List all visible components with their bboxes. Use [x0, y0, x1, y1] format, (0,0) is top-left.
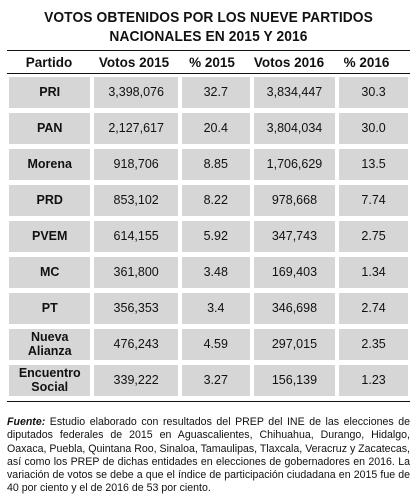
cell-party [9, 221, 90, 252]
party-name [37, 121, 62, 135]
party-name-line-2: Social [31, 380, 69, 394]
party-name-line-1: PRI [39, 85, 61, 99]
cell-votos-2016: 978,668 [254, 185, 335, 216]
cell-pct-2015: 3.4 [182, 293, 250, 324]
cell-party [9, 149, 90, 180]
table-body [7, 74, 410, 398]
table-row [7, 74, 410, 110]
cell-pct-2016: 2.74 [339, 293, 408, 324]
cell-pct-2015: 3.48 [182, 257, 250, 288]
party-name-line-1: PT [41, 301, 58, 315]
header-pct-2016: % 2016 [343, 54, 390, 70]
party-name-line-1: PAN [36, 121, 63, 135]
cell-votos-2015: 614,155 [94, 221, 177, 252]
table-row [7, 362, 410, 398]
cell-pct-2016: 2.35 [339, 329, 408, 360]
party-name-line-1: PVEM [32, 229, 68, 243]
table-row [7, 290, 410, 326]
cell-votos-2016: 169,403 [254, 257, 335, 288]
table-row [7, 326, 410, 362]
party-name-line-1: MC [40, 265, 60, 279]
cell-pct-2016: 2.75 [339, 221, 408, 252]
cell-votos-2015: 918,706 [94, 149, 177, 180]
table-row [7, 182, 410, 218]
cell-votos-2015: 2,127,617 [94, 113, 177, 144]
party-name [32, 229, 67, 243]
party-name [40, 265, 59, 279]
party-name-line-2: Alianza [27, 344, 72, 358]
cell-pct-2015: 3.27 [182, 365, 250, 396]
party-name [42, 301, 58, 315]
party-name [19, 366, 81, 394]
cell-party [9, 293, 90, 324]
cell-party [9, 77, 90, 108]
cell-votos-2016: 156,139 [254, 365, 335, 396]
header-votos-2015: Votos 2015 [98, 54, 170, 70]
cell-party [9, 113, 90, 144]
party-name-line-1: Encuentro [18, 366, 81, 380]
table-bottom-rule [7, 401, 410, 402]
party-name [28, 330, 72, 358]
cell-pct-2016: 1.23 [339, 365, 408, 396]
table-row [7, 146, 410, 182]
cell-votos-2016: 347,743 [254, 221, 335, 252]
cell-votos-2016: 3,804,034 [254, 113, 335, 144]
table-header-row [7, 50, 410, 74]
party-name-line-1: PRD [36, 193, 63, 207]
cell-pct-2015: 32.7 [182, 77, 250, 108]
party-name [28, 157, 72, 171]
cell-party [9, 257, 90, 288]
cell-pct-2015: 8.85 [182, 149, 250, 180]
title-line-1: VOTOS OBTENIDOS POR LOS NUEVE PARTIDOS [44, 9, 373, 26]
table-row [7, 254, 410, 290]
party-name-line-1: Morena [27, 157, 72, 171]
cell-pct-2015: 20.4 [182, 113, 250, 144]
header-votos-2016: Votos 2016 [253, 54, 325, 70]
votes-table [7, 50, 410, 402]
cell-pct-2016: 30.3 [339, 77, 408, 108]
table-row [7, 110, 410, 146]
cell-pct-2015: 4.59 [182, 329, 250, 360]
party-name-line-1: Nueva [30, 330, 69, 344]
cell-pct-2016: 30.0 [339, 113, 408, 144]
cell-votos-2015: 356,353 [94, 293, 177, 324]
cell-pct-2016: 13.5 [339, 149, 408, 180]
cell-party [9, 365, 90, 396]
cell-votos-2015: 361,800 [94, 257, 177, 288]
table-title [23, 8, 394, 46]
cell-votos-2016: 297,015 [254, 329, 335, 360]
header-partido: Partido [25, 54, 73, 70]
cell-votos-2015: 476,243 [94, 329, 177, 360]
party-name [37, 193, 63, 207]
cell-pct-2015: 5.92 [182, 221, 250, 252]
party-name [39, 85, 60, 99]
cell-votos-2015: 3,398,076 [94, 77, 177, 108]
cell-party [9, 329, 90, 360]
cell-votos-2016: 3,834,447 [254, 77, 335, 108]
cell-votos-2016: 1,706,629 [254, 149, 335, 180]
cell-votos-2015: 339,222 [94, 365, 177, 396]
source-footnote [7, 416, 410, 496]
cell-pct-2016: 7.74 [339, 185, 408, 216]
cell-pct-2016: 1.34 [339, 257, 408, 288]
cell-pct-2015: 8.22 [182, 185, 250, 216]
cell-votos-2015: 853,102 [94, 185, 177, 216]
cell-party [9, 185, 90, 216]
header-pct-2015: % 2015 [189, 54, 235, 70]
footnote-lead: Fuente: [7, 416, 46, 428]
footnote-text: Estudio elaborado con resultados del PREP del INE de las elecciones de diputados federales de 2015 en Aguascalientes, Chihuahua, Durango, Hidalgo, Oaxaca, Puebla, Quintana Roo, Sinaloa, Tamaulipas, Tlaxcala, Veracruz y Zacatecas, así como los PREP de dichas entidades en elecciones de gobernadores en 2016. La variación de votos se debe a que el índice de participación ciudadana en 2015 fue de 40 por ciento y el de 2016 de 53 por ciento. [7, 416, 410, 495]
title-line-2: NACIONALES EN 2015 Y 2016 [109, 28, 308, 45]
table-row [7, 218, 410, 254]
cell-votos-2016: 346,698 [254, 293, 335, 324]
